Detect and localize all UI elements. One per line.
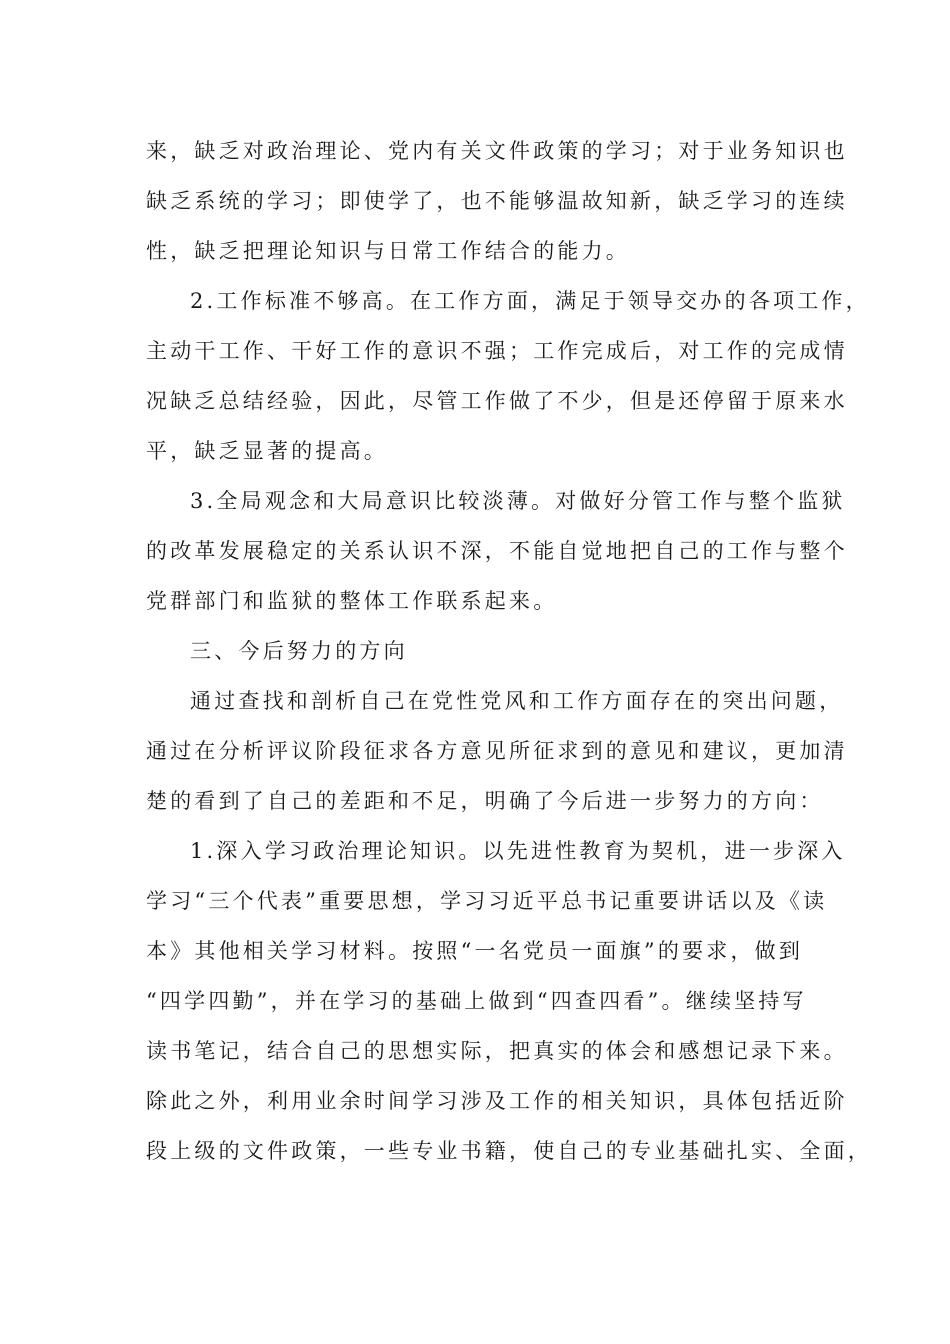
text-line: 况缺乏总结经验，因此，尽管工作做了不少，但是还停留于原来水 (146, 389, 848, 413)
text-line: 3.全局观念和大局意识比较淡薄。对做好分管工作与整个监狱 (190, 489, 846, 513)
text-line: 缺乏系统的学习；即使学了，也不能够温故知新，缺乏学习的连续 (146, 189, 848, 213)
text-line: 党群部门和监狱的整体工作联系起来。 (146, 589, 558, 613)
text-line: 除此之外，利用业余时间学习涉及工作的相关知识，具体包括近阶 (146, 1089, 848, 1113)
text-line: 来，缺乏对政治理论、党内有关文件政策的学习；对于业务知识也 (146, 139, 848, 163)
text-line: 的改革发展稳定的关系认识不深，不能自觉地把自己的工作与整个 (146, 539, 848, 563)
text-line: “四学四勤”，并在学习的基础上做到“四查四看”。继续坚持写 (146, 989, 807, 1013)
section-heading: 三、今后努力的方向 (190, 639, 408, 663)
text-line: 本》其他相关学习材料。按照“一名党员一面旗”的要求，做到 (146, 939, 804, 963)
text-line: 主动干工作、干好工作的意识不强；工作完成后，对工作的完成情 (146, 339, 848, 363)
text-line: 通过查找和剖析自己在党性党风和工作方面存在的突出问题， (190, 689, 844, 713)
text-line: 楚的看到了自己的差距和不足，明确了今后进一步努力的方向： (146, 789, 824, 813)
text-line: 1.深入学习政治理论知识。以先进性教育为契机，进一步深入 (190, 839, 846, 863)
text-line: 通过在分析评议阶段征求各方意见所征求到的意见和建议，更加清 (146, 739, 848, 763)
text-line: 性，缺乏把理论知识与日常工作结合的能力。 (146, 239, 630, 263)
text-line: 读书笔记，结合自己的思想实际，把真实的体会和感想记录下来。 (146, 1039, 848, 1063)
text-line: 平，缺乏显著的提高。 (146, 439, 388, 463)
text-line: 学习“三个代表”重要思想，学习习近平总书记重要讲话以及《读 (146, 889, 828, 913)
text-line: 2.工作标准不够高。在工作方面，满足于领导交办的各项工作， (190, 289, 870, 313)
text-line: 段上级的文件政策，一些专业书籍，使自己的专业基础扎实、全面， (146, 1139, 872, 1163)
